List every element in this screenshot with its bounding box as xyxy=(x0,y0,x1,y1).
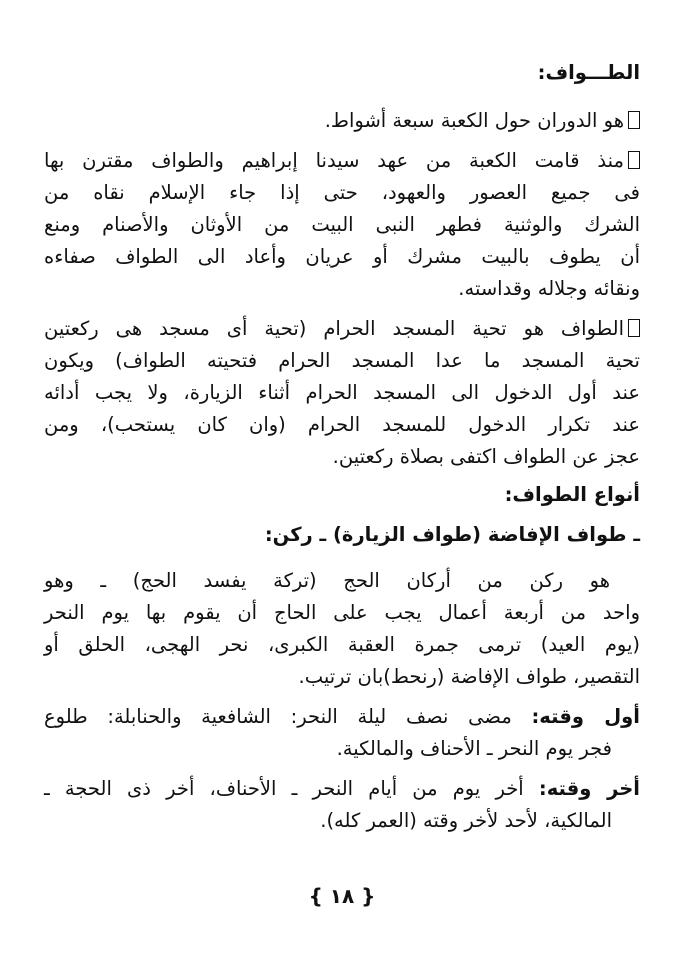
first-time-text-1: مضى نصف ليلة النحر: الشافعية والحنابلة: طلوع xyxy=(44,705,512,728)
subheading-ifadah: ـ طواف الإفاضة (طواف الزيارة) ـ ركن: xyxy=(264,523,640,546)
ifadah-line-1: هو ركن من أركان الحج (تركة يفسد الحج) ـ وهو xyxy=(44,569,610,592)
section-heading-types: أنواع الطواف: xyxy=(504,483,640,506)
ifadah-line-4: التقصير، طواف الإفاضة (رنحط)بان ترتيب. xyxy=(298,665,640,688)
ifadah-line-2: واحد من أربعة أعمال يجب على الحاج أن يقوم بها يوم النحر xyxy=(44,601,640,624)
definition-text: هو الدوران حول الكعبة سبعة أشواط. xyxy=(324,109,624,132)
history-line-2: فى جميع العصور والعهود، حتى إذا جاء الإسلام نقاه من xyxy=(44,181,640,204)
last-time-label: أخر وقته: xyxy=(538,777,640,800)
history-line-4: أن يطوف بالبيت مشرك أو عريان وأعاد الى الطواف صفاءه xyxy=(44,245,640,268)
greeting-text-1: الطواف هو تحية المسجد الحرام (تحية أى مسجد هى ركعتين xyxy=(44,317,624,340)
history-line-5: ونقائه وجلاله وقداسته. xyxy=(458,277,640,300)
ifadah-line-3: (يوم العيد) ترمى جمرة العقبة الكبرى، نحر الهجى، الحلق أو xyxy=(44,633,640,656)
history-line-1 xyxy=(44,146,640,176)
greeting-line-5: عجز عن الطواف اكتفى بصلاة ركعتين. xyxy=(332,445,640,468)
definition-paragraph xyxy=(325,106,640,136)
first-time-line-1 xyxy=(44,702,640,732)
bullet-box-icon xyxy=(628,111,640,129)
bullet-box-icon xyxy=(628,151,640,169)
history-line-3: الشرك والوثنية فطهر النبى البيت من الأوثان والأصنام ومنع xyxy=(44,213,640,236)
greeting-line-4: عند تكرار الدخول للمسجد الحرام (وان كان يستحب)، ومن xyxy=(44,413,640,436)
history-text-1: منذ قامت الكعبة من عهد سيدنا إبراهيم والطواف مقترن بها xyxy=(44,149,624,172)
last-time-line-2: المالكية، لأحد لأخر وقته (العمر كله). xyxy=(320,809,612,832)
greeting-line-1 xyxy=(44,314,640,344)
greeting-line-3: عند أول الدخول الى المسجد الحرام أثناء الزيارة، ولا يجب أدائه xyxy=(44,381,640,404)
last-time-line-1 xyxy=(44,774,640,804)
greeting-line-2: تحية المسجد ما عدا المسجد الحرام فتحيته الطواف) ويكون xyxy=(44,349,640,372)
last-time-text-1: أخر يوم من أيام النحر ـ الأحناف، أخر ذى الحجة ـ xyxy=(44,777,524,800)
bullet-box-icon xyxy=(628,319,640,337)
first-time-line-2: فجر يوم النحر ـ الأحناف والمالكية. xyxy=(336,737,612,760)
section-heading-tawaf: الطـــواف: xyxy=(537,61,640,84)
first-time-label: أول وقته: xyxy=(531,705,640,728)
page-number: { ١٨ } xyxy=(308,884,376,908)
